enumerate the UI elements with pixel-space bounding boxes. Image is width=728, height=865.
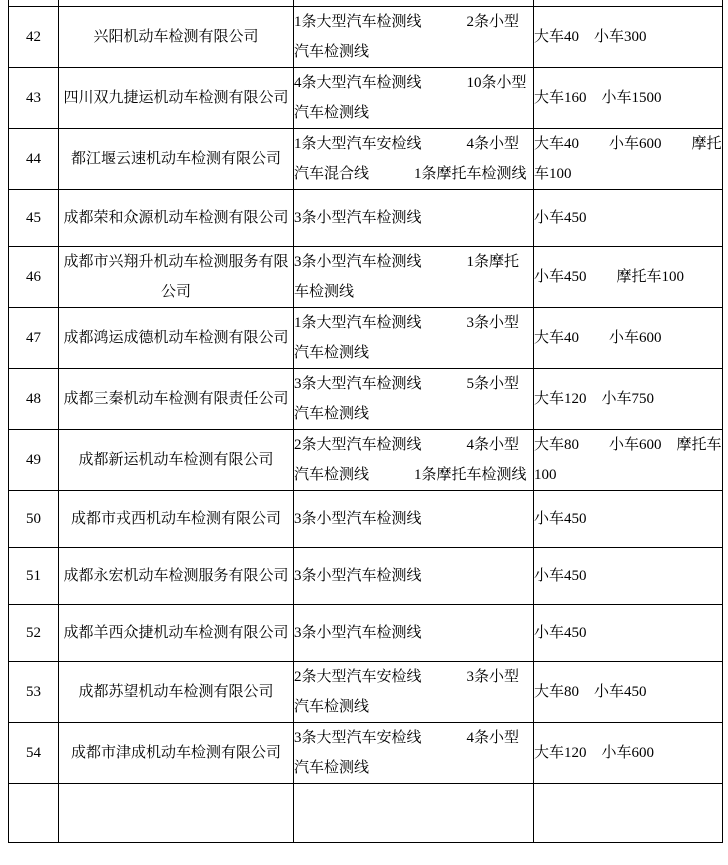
table-row <box>9 491 723 548</box>
row-number-cell: 47 <box>9 308 59 369</box>
inspection-lines-cell: 3条小型汽车检测线 <box>294 548 534 605</box>
inspection-lines-cell: 3条小型汽车检测线 <box>294 491 534 548</box>
company-name-cell: 成都苏望机动车检测有限公司 <box>59 662 294 723</box>
inspection-lines-cell: 3条小型汽车检测线 <box>294 190 534 247</box>
table-row <box>9 7 723 68</box>
table-row <box>9 369 723 430</box>
company-name-cell: 成都三秦机动车检测有限责任公司 <box>59 369 294 430</box>
capacity-cell: 大车40 小车300 <box>534 7 723 68</box>
row-number-cell: 45 <box>9 190 59 247</box>
company-name-cell: 都江堰云速机动车检测有限公司 <box>59 129 294 190</box>
capacity-cell: 小车450 <box>534 491 723 548</box>
row-number-cell: 43 <box>9 68 59 129</box>
capacity-cell: 大车80 小车450 <box>534 662 723 723</box>
inspection-lines-cell: 1条大型汽车检测线 2条小型汽车检测线 <box>294 7 534 68</box>
company-name-cell: 成都市戎西机动车检测有限公司 <box>59 491 294 548</box>
company-name-cell: 四川双九捷运机动车检测有限公司 <box>59 68 294 129</box>
inspection-lines-cell: 1条大型汽车安检线 4条小型汽车混合线 1条摩托车检测线 <box>294 129 534 190</box>
inspection-lines-cell: 1条大型汽车检测线 3条小型汽车检测线 <box>294 308 534 369</box>
inspection-lines-cell <box>294 784 534 843</box>
company-name-cell <box>59 784 294 843</box>
capacity-cell: 大车120 小车750 <box>534 369 723 430</box>
company-name-cell: 兴阳机动车检测有限公司 <box>59 7 294 68</box>
capacity-cell: 大车40 小车600 <box>534 308 723 369</box>
table-row <box>9 548 723 605</box>
row-number-cell: 46 <box>9 247 59 308</box>
inspection-lines-cell: 2条大型汽车检测线 4条小型汽车检测线 1条摩托车检测线 <box>294 430 534 491</box>
company-name-cell: 成都荣和众源机动车检测有限公司 <box>59 190 294 247</box>
capacity-cell: 大车40 小车600 摩托车100 <box>534 129 723 190</box>
row-number-cell: 54 <box>9 723 59 784</box>
row-number-cell: 42 <box>9 7 59 68</box>
table-row <box>9 68 723 129</box>
company-name-cell: 成都市津成机动车检测有限公司 <box>59 723 294 784</box>
row-number-cell: 48 <box>9 369 59 430</box>
table-row <box>9 605 723 662</box>
table-row <box>9 247 723 308</box>
table-row <box>9 308 723 369</box>
capacity-cell: 大车120 小车600 <box>534 723 723 784</box>
row-number-cell: 53 <box>9 662 59 723</box>
table-row <box>9 723 723 784</box>
row-number-cell: 50 <box>9 491 59 548</box>
table-row <box>9 190 723 247</box>
inspection-lines-cell: 3条小型汽车检测线 1条摩托车检测线 <box>294 247 534 308</box>
table-row <box>9 129 723 190</box>
inspection-lines-cell: 3条大型汽车检测线 5条小型汽车检测线 <box>294 369 534 430</box>
inspection-lines-cell: 2条大型汽车安检线 3条小型汽车检测线 <box>294 662 534 723</box>
company-name-cell: 成都新运机动车检测有限公司 <box>59 430 294 491</box>
capacity-cell: 小车450 <box>534 548 723 605</box>
company-name-cell: 成都羊西众捷机动车检测有限公司 <box>59 605 294 662</box>
capacity-cell: 小车450 摩托车100 <box>534 247 723 308</box>
capacity-cell: 大车160 小车1500 <box>534 68 723 129</box>
row-number-cell <box>9 784 59 843</box>
table-row <box>9 662 723 723</box>
row-number-cell: 52 <box>9 605 59 662</box>
inspection-lines-cell: 4条大型汽车检测线 10条小型汽车检测线 <box>294 68 534 129</box>
capacity-cell: 大车80 小车600 摩托车100 <box>534 430 723 491</box>
company-name-cell: 成都鸿运成德机动车检测有限公司 <box>59 308 294 369</box>
vehicle-inspection-table <box>8 0 723 843</box>
row-number-cell: 49 <box>9 430 59 491</box>
company-name-cell: 成都市兴翔升机动车检测服务有限公司 <box>59 247 294 308</box>
inspection-lines-cell: 3条小型汽车检测线 <box>294 605 534 662</box>
capacity-cell: 小车450 <box>534 605 723 662</box>
capacity-cell: 小车450 <box>534 190 723 247</box>
row-number-cell: 51 <box>9 548 59 605</box>
capacity-cell <box>534 784 723 843</box>
clipped-next-row <box>9 784 723 843</box>
table-row <box>9 430 723 491</box>
inspection-lines-cell: 3条大型汽车安检线 4条小型汽车检测线 <box>294 723 534 784</box>
company-name-cell: 成都永宏机动车检测服务有限公司 <box>59 548 294 605</box>
row-number-cell: 44 <box>9 129 59 190</box>
